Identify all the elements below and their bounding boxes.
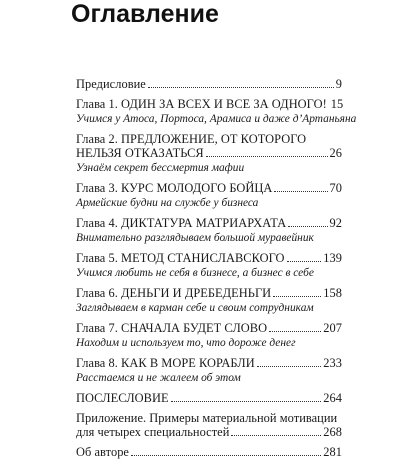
dot-leader xyxy=(269,331,321,332)
toc-entry-title: для четырех специальностей xyxy=(76,425,230,439)
toc-entry-row xyxy=(76,391,342,405)
toc-entry-page: 70 xyxy=(329,181,342,195)
toc-entry-page: 268 xyxy=(323,425,342,439)
dot-leader xyxy=(288,226,327,227)
toc-entry-title: Глава 4. ДИКТАТУРА МАТРИАРХАТА xyxy=(76,216,287,230)
toc-entry-subtitle: Заглядываем в карман себе и своим сотрудникам xyxy=(76,302,314,314)
toc-entry-page: 281 xyxy=(323,445,342,459)
toc-entry-title-line1: Глава 2. ПРЕДЛОЖЕНИЕ, ОТ КОТОРОГО xyxy=(76,132,307,146)
toc-entry-subtitle: Внимательно разглядываем большой муравейник xyxy=(76,232,314,244)
toc-entry-afterword xyxy=(76,391,342,405)
toc-entry-page: 264 xyxy=(323,391,342,405)
dot-leader xyxy=(287,261,322,262)
toc-entry-subtitle: Учимся любить не себя в бизнесе, а бизнес в себе xyxy=(76,267,314,279)
dot-leader xyxy=(131,455,321,456)
toc-entry-title: Глава 5. МЕТОД СТАНИСЛАВСКОГО xyxy=(76,251,285,265)
toc-entry-title: Глава 1. ОДИН ЗА ВСЕХ И ВСЕ ЗА ОДНОГО! xyxy=(76,97,327,111)
toc-entry-chapter-8 xyxy=(76,356,342,385)
dot-leader xyxy=(206,156,328,157)
toc-entry-title: НЕЛЬЗЯ ОТКАЗАТЬСЯ xyxy=(76,146,204,160)
toc-entry-title: ПОСЛЕСЛОВИЕ xyxy=(76,391,169,405)
toc-entry-row xyxy=(76,251,342,265)
toc-entry-page: 9 xyxy=(335,77,342,91)
toc-entry-page: 92 xyxy=(329,216,342,230)
toc-entry-title: Об авторе xyxy=(76,445,129,459)
toc-entry-title: Предисловие xyxy=(76,77,146,91)
page-title: Оглавление xyxy=(71,0,219,28)
dot-leader xyxy=(171,401,322,402)
toc-entry-page: 158 xyxy=(323,286,342,300)
toc-entry-chapter-1 xyxy=(76,97,357,126)
toc-entry-row xyxy=(76,286,342,300)
toc-entry-chapter-6 xyxy=(76,286,342,315)
toc-entry-subtitle: Расстаемся и не жалеем об этом xyxy=(76,372,241,384)
toc-entry-row xyxy=(76,146,342,160)
toc-entry-chapter-3 xyxy=(76,181,342,210)
toc-entry-title: Глава 3. КУРС МОЛОДОГО БОЙЦА xyxy=(76,181,273,195)
dot-leader xyxy=(148,87,334,88)
toc-entry-title: Глава 8. КАК В МОРЕ КОРАБЛИ xyxy=(76,356,255,370)
toc-entry-row xyxy=(76,445,342,459)
toc-entry-subtitle: Учимся у Атоса, Портоса, Арамиса и даже д’Артаньяна xyxy=(76,113,357,125)
toc-entry-row xyxy=(76,356,342,370)
toc-entry-title: Глава 6. ДЕНЬГИ И ДРЕБЕДЕНЬГИ xyxy=(76,286,272,300)
toc-entry-title-line1: Приложение. Примеры материальной мотивации xyxy=(76,411,338,425)
toc-entry-row xyxy=(76,97,342,111)
dot-leader xyxy=(231,435,321,436)
toc-entry-chapter-5 xyxy=(76,251,342,280)
toc-entry-page: 26 xyxy=(329,146,342,160)
toc-entry-chapter-7 xyxy=(76,321,342,350)
toc-entry-row xyxy=(76,425,342,439)
toc-entry-chapter-4 xyxy=(76,216,342,245)
toc-entry-page: 207 xyxy=(323,321,342,335)
toc-entry-row xyxy=(76,216,342,230)
toc-entry-row xyxy=(76,321,342,335)
toc-entry-preface xyxy=(76,77,342,91)
dot-leader xyxy=(257,366,322,367)
toc-entry-title: Глава 7. СНАЧАЛА БУДЕТ СЛОВО xyxy=(76,321,268,335)
toc-entry-about-author xyxy=(76,445,342,459)
toc-entry-page: 15 xyxy=(330,97,344,111)
toc-entry-appendix xyxy=(76,411,342,439)
toc-entry-page: 139 xyxy=(323,251,342,265)
toc-entry-chapter-2 xyxy=(76,132,342,175)
table-of-contents xyxy=(76,77,357,465)
toc-entry-subtitle: Армейские будни на службе у бизнеса xyxy=(76,197,259,209)
toc-entry-page: 233 xyxy=(323,356,342,370)
toc-entry-subtitle: Узнаём секрет бессмертия мафии xyxy=(76,162,245,174)
dot-leader xyxy=(274,191,327,192)
dot-leader xyxy=(273,296,321,297)
toc-entry-row xyxy=(76,181,342,195)
toc-entry-subtitle: Находим и используем то, что дороже денег xyxy=(76,337,296,349)
toc-entry-row xyxy=(76,77,342,91)
